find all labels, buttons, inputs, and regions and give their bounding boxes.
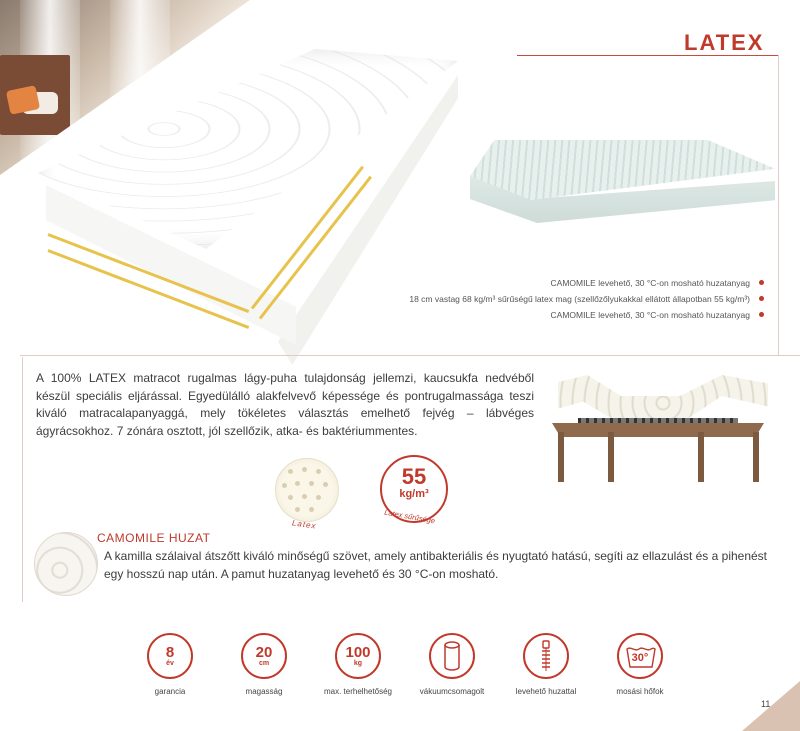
density-badge-label: Latex sűrűsége [383,507,436,526]
corner-decoration [742,681,800,731]
latex-badge-label: Latex [291,518,318,531]
adjustable-bed-illustration [548,368,768,488]
feature-value: 100 [345,643,371,661]
feature-unit: év [166,659,174,667]
feature-caption: max. terhelhetőség [323,687,393,696]
spec-text: CAMOMILE levehető, 30 °C-on mosható huzatanyag [550,310,750,320]
feature-height [214,633,314,696]
spec-item [409,291,764,307]
latex-hole [302,494,307,499]
camomile-description: A kamilla szálaival átszőtt kiváló minőségű szövet, amely antibakteriális és nyugtató hatású, segíti az ellazulást és a pihenést egy hosszú nap után. A pamut huzatanyag levehető és 30 °C-on mosható. [104,549,768,581]
height-icon [241,633,287,679]
right-border [778,55,779,355]
latex-hole [295,481,300,486]
mattress-illustration [28,35,468,335]
section-divider [20,355,800,356]
feature-vacuum-packed [402,633,502,696]
feature-removable-cover [496,633,596,696]
warranty-icon [147,633,193,679]
feature-caption: levehető huzattal [515,687,577,696]
feature-caption: mosási hőfok [616,687,664,696]
feature-warranty [120,633,220,696]
feature-unit: cm [258,659,270,667]
bullet-dot-icon [759,296,764,301]
latex-hole [323,482,328,487]
bed-leg [753,432,759,482]
spec-item [409,275,764,291]
latex-sample-image [275,458,339,522]
bed-leg [698,432,704,482]
bed-leg [558,432,564,482]
latex-hole [288,469,293,474]
feature-value: 30° [631,651,649,664]
zipper-shape [538,640,554,672]
latex-hole [316,469,321,474]
weight-icon [335,633,381,679]
zipper-icon [523,633,569,679]
feature-caption: magasság [245,687,283,696]
latex-hole [316,495,321,500]
latex-core-illustration [470,140,775,235]
vacuum-roll-icon [429,633,475,679]
latex-hole [288,495,293,500]
feature-icons [130,633,690,708]
page-title: LATEX [684,30,765,55]
spec-text: CAMOMILE levehető, 30 °C-on mosható huzatanyag [550,278,750,288]
roll-shape [443,641,461,671]
feature-caption: garancia [154,687,186,696]
camomile-fabric-image [34,532,98,596]
latex-hole [282,483,287,488]
bed-frame [552,423,764,437]
feature-max-load [308,633,408,696]
bullet-dot-icon [759,312,764,317]
density-unit: kg/m³ [399,488,429,500]
spec-text: 18 cm vastag 68 kg/m³ sűrűségű latex mag (szellőzőlyukakkal ellátott állapotban 55 kg/m³) [409,294,750,304]
density-value: 55 [401,464,427,489]
left-border [22,357,23,602]
spec-list [409,275,764,323]
bullet-dot-icon [759,280,764,285]
feature-value: 8 [165,643,175,661]
feature-wash-temperature [590,633,690,696]
bed-leg [608,432,614,482]
wash-temperature-icon [617,633,663,679]
camomile-title: CAMOMILE HUZAT [97,531,211,545]
spec-item [409,307,764,323]
latex-hole [309,481,314,486]
feature-caption: vákuumcsomagolt [419,687,485,696]
feature-unit: kg [353,659,363,667]
latex-hole [295,507,300,512]
feature-value: 20 [255,643,273,661]
latex-hole [309,507,314,512]
latex-hole [302,467,307,472]
product-description: A 100% LATEX matracot rugalmas lágy-puha tulajdonság jellemzi, kaucsukfa nedvéből készül speciális eljárással. Egyedülálló alakfelvevő képessége és pontrugalmassága teszi kiváló matracalapanyaggá, mely tökéletes választás emelhető fejvég – lábvéges ágyrácsokhoz. 7 zónára osztott, jól szellőzik, atka- és baktériummentes. [36,371,534,438]
page-number: 11 [761,699,771,709]
